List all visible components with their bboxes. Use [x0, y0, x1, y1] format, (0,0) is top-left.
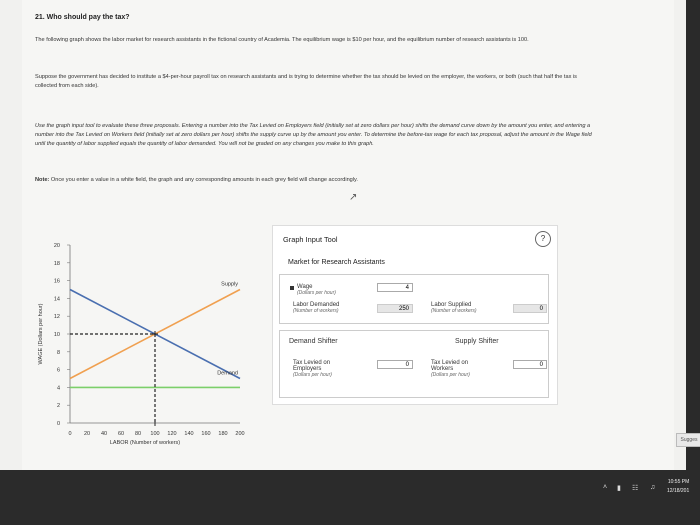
series-label: Supply: [221, 281, 238, 288]
note-line: [35, 176, 595, 185]
x-tick-label: 120: [167, 431, 177, 437]
labor-market-chart[interactable]: [30, 235, 270, 465]
y-tick-label: 16: [53, 278, 60, 285]
labor-demanded-value: 250: [377, 304, 413, 313]
y-axis-label: WAGE (Dollars per hour): [38, 303, 44, 365]
volume-icon[interactable]: ♫: [650, 484, 656, 491]
tax-employers-line1: Tax Levied on: [293, 360, 331, 366]
tax-workers-line1: Tax Levied on: [431, 360, 469, 366]
y-tick-label: 6: [56, 367, 60, 374]
y-tick-label: 4: [56, 385, 60, 392]
tax-employers-unit: (Dollars per hour): [293, 372, 332, 378]
wage-label: [297, 284, 336, 296]
y-tick-label: 20: [53, 243, 60, 249]
wage-marker-icon: [290, 286, 294, 290]
labor-supplied-value: 0: [513, 304, 547, 313]
mouse-cursor-icon: ↗: [349, 192, 358, 203]
x-axis-label: LABOR (Number of workers): [109, 440, 181, 446]
y-tick-label: 0: [56, 421, 60, 427]
tax-paragraph: Suppose the government has decided to institute a $4-per-hour payroll tax on research assistants and is trying to determine whether the tax should be levied on the employer, the workers, or both (such that half the tax is collected from each side).: [35, 74, 577, 89]
x-tick-label: 60: [117, 431, 125, 437]
x-tick-label: 180: [218, 431, 228, 437]
market-box: [279, 274, 549, 324]
x-tick-label: 40: [100, 431, 108, 437]
system-clock[interactable]: [667, 478, 689, 496]
y-tick-label: 2: [56, 403, 60, 410]
x-tick-label: 140: [184, 431, 194, 437]
series-label: Demand: [217, 370, 238, 377]
tax-workers-unit: (Dollars per hour): [431, 372, 470, 378]
wage-label-text: Wage: [297, 284, 313, 290]
question-title: 21. Who should pay the tax?: [35, 14, 130, 21]
battery-icon[interactable]: ▮: [617, 485, 621, 492]
y-tick-label: 10: [53, 332, 60, 338]
labor-demanded-label: [293, 302, 339, 314]
graph-input-tool: [272, 225, 558, 405]
labor-supplied-text: Labor Supplied: [431, 302, 472, 308]
y-tick-label: 12: [53, 314, 60, 321]
wage-unit: (Dollars per hour): [297, 290, 336, 296]
tax-employers-label: [293, 360, 332, 378]
tax-workers-input[interactable]: 0: [513, 360, 547, 369]
market-title: Market for Research Assistants: [288, 259, 385, 266]
labor-demanded-text: Labor Demanded: [293, 302, 340, 308]
note-label: Note:: [35, 177, 50, 183]
instructions-paragraph: Use the graph input tool to evaluate these three proposals. Entering a number into the Tax Levied on Employers field (initially set at zero dollars per hour) shifts the demand curve down by the amount you enter, and entering a number into the Tax Levied on Workers field (initially set at zero dollars per hour) shifts the supply curve up by the amount you enter. To determine the before-tax wage for each tax proposal, adjust the amount in the Wage field until the quantity of labor supplied equals the quantity of labor demanded. You will not be graded on any changes you make to this graph.: [35, 123, 592, 147]
labor-supplied-unit: (Number of workers): [431, 308, 477, 314]
clock-date: 12/18/201: [667, 488, 690, 494]
wifi-icon[interactable]: ☷: [632, 485, 639, 492]
x-tick-label: 100: [150, 431, 160, 437]
y-tick-label: 8: [56, 349, 60, 356]
chevron-up-icon[interactable]: ˄: [603, 484, 608, 491]
suggest-button[interactable]: Sugges: [676, 433, 700, 447]
x-tick-label: 0: [68, 431, 72, 437]
x-tick-label: 160: [201, 431, 211, 437]
supply-shifter-title: Supply Shifter: [455, 338, 499, 345]
tax-workers-label: [431, 360, 470, 378]
note-text: Once you enter a value in a white field, the graph and any corresponding amounts in each grey field will change accordingly.: [50, 177, 358, 183]
tax-employers-input[interactable]: 0: [377, 360, 413, 369]
x-tick-label: 20: [83, 431, 91, 437]
intro-paragraph: The following graph shows the labor market for research assistants in the fictional country of Academia. The equilibrium wage is $10 per hour, and the equilibrium number of research assistants is 100.: [35, 37, 529, 43]
y-tick-label: 18: [53, 260, 60, 267]
wage-input[interactable]: 4: [377, 283, 413, 292]
labor-supplied-label: [431, 302, 477, 314]
clock-time: 10:55 PM: [667, 479, 690, 485]
labor-demanded-unit: (Number of workers): [293, 308, 339, 314]
y-tick-label: 14: [53, 296, 60, 303]
tax-workers-line2: Workers: [431, 366, 454, 372]
help-icon[interactable]: ?: [535, 231, 551, 247]
taskbar: [0, 470, 700, 525]
demand-shifter-title: Demand Shifter: [289, 338, 338, 345]
tool-title: Graph Input Tool: [283, 235, 338, 244]
x-tick-label: 80: [134, 431, 142, 437]
x-tick-label: 200: [235, 431, 245, 437]
tax-employers-line2: Employers: [293, 366, 322, 372]
